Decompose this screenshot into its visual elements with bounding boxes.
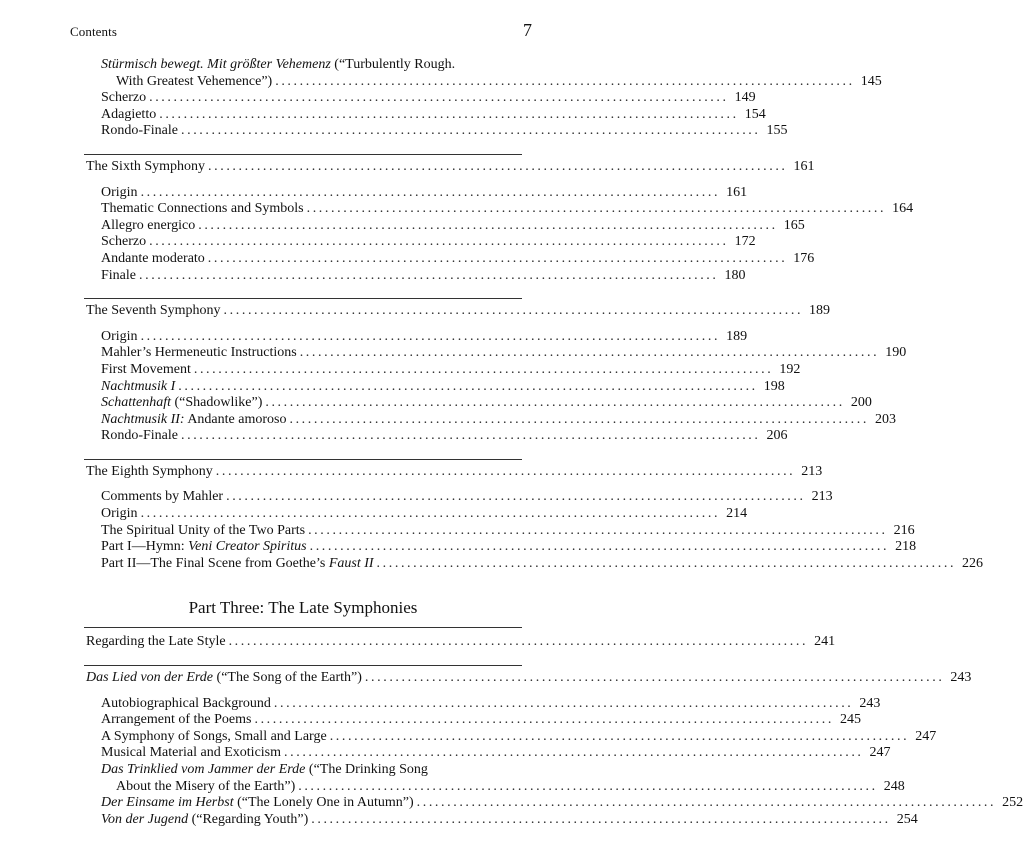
dot-leader: ............................................................................................... (140, 328, 721, 344)
fifth-symphony-tail (86, 57, 882, 140)
toc-entry-page: 172 (734, 234, 756, 250)
dot-leader: ............................................................................................... (226, 489, 806, 505)
toc-entry-page: 247 (915, 728, 937, 744)
dot-leader: ............................................................................................... (376, 555, 957, 571)
toc-chapter-sixth (86, 158, 815, 176)
toc-entry-page: 155 (766, 123, 788, 139)
toc-entry-page: 190 (885, 345, 907, 361)
toc-entry (86, 250, 815, 268)
chapter-page: 243 (950, 670, 972, 686)
toc-entry-title-italic: Veni Creator Spiritus (188, 539, 307, 555)
toc-entry (86, 201, 914, 218)
toc-entry-title: Autobiographical Background (101, 695, 271, 711)
toc-entry-title: Thematic Connections and Symbols (101, 201, 304, 217)
toc-entry-title: Finale (101, 267, 136, 283)
toc-entry-title-italic: Faust II (328, 555, 374, 571)
running-head: Contents (70, 24, 118, 39)
toc-entry-page: 226 (962, 555, 984, 571)
toc-entry (86, 217, 805, 235)
toc-entry-title: (“Turbulently Rough. (330, 57, 456, 72)
toc-entry-page: 203 (874, 411, 896, 427)
chapter-title: The Sixth Symphony (86, 158, 206, 174)
part-title: Part Three: The Late Symphonies (188, 598, 418, 618)
table-of-contents (86, 57, 1023, 828)
toc-entry-page: 218 (895, 539, 917, 555)
chapter-page: 241 (814, 634, 836, 650)
toc-entry-page: 247 (869, 745, 891, 761)
toc-entry-title-italic: Der Einsame im Herbst (101, 795, 234, 811)
toc-entry-page: 192 (779, 361, 801, 377)
toc-entry-title-italic: Von der Jugend (101, 811, 189, 827)
dot-leader: ............................................................................................... (275, 73, 855, 89)
toc-entry (86, 539, 917, 556)
toc-entry-title-italic: Schattenhaft (101, 395, 171, 411)
page-header (70, 20, 532, 44)
toc-entry-title: Origin (101, 328, 138, 344)
dot-leader: ............................................................................................... (329, 728, 910, 744)
toc-chapter-seventh (86, 303, 831, 320)
toc-entry-title: Scherzo (101, 90, 147, 106)
toc-entry-title-italic: Nachtmusik I (101, 378, 176, 394)
toc-entry (86, 361, 801, 379)
toc-entry (86, 428, 788, 445)
toc-entry (86, 555, 984, 573)
toc-entry (86, 411, 896, 429)
toc-entry-title: Mahler’s Hermeneutic Instructions (101, 345, 297, 361)
dot-leader: ............................................................................................... (298, 778, 878, 794)
toc-entry (86, 106, 766, 124)
toc-entry-page: 161 (726, 184, 748, 200)
toc-entry-title: (“The Lonely One in Autumn”) (233, 795, 414, 811)
toc-entry (86, 123, 788, 140)
toc-entry-title: Musical Material and Exoticism (101, 745, 282, 761)
toc-entry (86, 506, 748, 523)
toc-entry-title: Rondo-Finale (101, 123, 178, 139)
toc-entry-page: 245 (839, 712, 861, 728)
toc-entry-title: (“Regarding Youth”) (188, 811, 309, 827)
dot-leader: ............................................................................................... (139, 267, 719, 283)
toc-entry-page: 145 (860, 73, 882, 89)
chapter-title: The Eighth Symphony (86, 463, 213, 479)
dot-leader: ............................................................................................... (159, 106, 739, 122)
toc-entry-title: Andante moderato (101, 250, 205, 266)
dot-leader: ............................................................................................... (140, 184, 721, 200)
toc-entry-page: 216 (893, 522, 915, 538)
dot-leader: ............................................................................................... (284, 745, 864, 761)
toc-entry-page: 206 (766, 428, 788, 444)
toc-entry-title: Origin (101, 184, 138, 200)
dot-leader: ............................................................................................... (254, 712, 834, 728)
toc-entry-title: Part I—Hymn: (101, 539, 189, 555)
toc-entry-page: 213 (811, 489, 833, 505)
toc-entry-page: 200 (850, 395, 872, 411)
chapter-title: Regarding the Late Style (86, 634, 226, 650)
toc-entry-title: A Symphony of Songs, Small and Large (101, 728, 327, 744)
toc-entry-title: Part II—The Final Scene from Goethe’s (101, 555, 329, 571)
toc-entry (86, 267, 746, 285)
chapter-page: 189 (809, 303, 831, 319)
toc-entry-page: 164 (892, 201, 914, 217)
dot-leader: ............................................................................................... (193, 361, 774, 377)
toc-entry-title: Adagietto (101, 106, 157, 122)
dot-leader: ............................................................................................... (178, 378, 758, 394)
toc-entry-title: The Spiritual Unity of the Two Parts (101, 522, 306, 538)
toc-entry (86, 345, 907, 362)
eighth-symphony-section (86, 463, 984, 573)
toc-entry-title: Andante amoroso (184, 411, 287, 427)
toc-entry-page: 248 (883, 778, 905, 794)
toc-entry (86, 745, 891, 762)
dot-leader: ............................................................................................... (289, 411, 869, 427)
toc-entry-page: 214 (726, 506, 748, 522)
toc-entry (86, 234, 756, 251)
toc-entry (86, 489, 833, 506)
toc-entry-title: Comments by Mahler (101, 489, 224, 505)
toc-entry-sturmisch-line2 (86, 73, 882, 91)
toc-entry-title: Rondo-Finale (101, 428, 178, 444)
toc-entry-page: 254 (896, 811, 918, 827)
dot-leader: ............................................................................................... (207, 250, 788, 266)
seventh-symphony-section (86, 303, 907, 445)
toc-entry-sturmisch-line1 (86, 57, 520, 74)
dot-leader: ............................................................................................... (215, 463, 796, 479)
toc-entry-title: (“The Drinking Song (305, 762, 428, 777)
lied-section (86, 670, 1023, 828)
toc-entry-page: 165 (783, 217, 805, 233)
toc-entry-page: 243 (859, 695, 881, 711)
dot-leader: ............................................................................................... (273, 695, 854, 711)
toc-entry-title: Arrangement of the Poems (101, 712, 252, 728)
dot-leader: ............................................................................................... (364, 670, 945, 686)
toc-entry (86, 522, 915, 540)
chapter-title: The Seventh Symphony (86, 303, 221, 319)
toc-entry-page: 189 (726, 328, 748, 344)
toc-entry-title: Allegro energico (101, 217, 196, 233)
dot-leader: ............................................................................................... (223, 303, 804, 319)
chapter-title: (“The Song of the Earth”) (213, 670, 362, 686)
dot-leader: ............................................................................................... (198, 217, 778, 233)
toc-entry-page: 180 (724, 267, 746, 283)
toc-chapter-lied (86, 670, 972, 687)
dot-leader: ............................................................................................... (228, 634, 809, 650)
dot-leader: ............................................................................................... (181, 123, 761, 139)
toc-entry (86, 695, 881, 713)
toc-entry (86, 712, 861, 729)
toc-entry-page: 149 (734, 90, 756, 106)
dot-leader: ............................................................................................... (140, 506, 721, 522)
dot-leader: ............................................................................................... (208, 158, 788, 174)
toc-entry (86, 184, 748, 202)
toc-chapter-eighth (86, 463, 823, 481)
toc-entry (86, 395, 872, 412)
chapter-page: 161 (793, 158, 815, 174)
toc-entry-page: 252 (1002, 795, 1023, 811)
toc-entry-title: (“Shadowlike”) (171, 395, 263, 411)
chapter-page: 213 (801, 463, 823, 479)
dot-leader: ............................................................................................... (416, 795, 997, 811)
toc-entry-title-italic: Nachtmusik II: (101, 411, 185, 427)
toc-entry (86, 795, 1023, 812)
dot-leader: ............................................................................................... (308, 522, 888, 538)
toc-entry-title: First Movement (101, 361, 191, 377)
chapter-title-italic: Das Lied von der Erde (86, 670, 214, 686)
toc-entry-title: With Greatest Vehemence”) (116, 73, 273, 89)
toc-entry-title-italic: Stürmisch bewegt. Mit größter Vehemenz (101, 57, 331, 72)
toc-chapter-late-style (86, 634, 836, 651)
page-number: 7 (523, 20, 532, 40)
toc-entry-page: 198 (763, 378, 785, 394)
toc-entry-title: Scherzo (101, 234, 147, 250)
dot-leader: ............................................................................................... (149, 234, 729, 250)
toc-entry-page: 176 (793, 250, 815, 266)
dot-leader: ............................................................................................... (311, 811, 891, 827)
dot-leader: ............................................................................................... (149, 90, 729, 106)
dot-leader: ............................................................................................... (306, 201, 887, 217)
toc-entry-page: 154 (744, 106, 766, 122)
toc-entry (86, 90, 756, 107)
toc-entry (86, 328, 748, 346)
toc-entry-title-italic: Das Trinklied vom Jammer der Erde (101, 762, 306, 777)
toc-entry-trinklied-line2 (86, 778, 905, 796)
toc-entry (86, 811, 918, 829)
dot-leader: ............................................................................................... (299, 345, 880, 361)
dot-leader: ............................................................................................... (309, 539, 890, 555)
toc-entry (86, 378, 785, 396)
sixth-symphony-section (86, 158, 914, 284)
dot-leader: ............................................................................................... (181, 428, 761, 444)
toc-entry-title: Origin (101, 506, 138, 522)
toc-entry-trinklied-line1 (86, 762, 520, 779)
toc-entry-title: About the Misery of the Earth”) (116, 778, 296, 794)
dot-leader: ............................................................................................... (265, 395, 845, 411)
toc-entry (86, 728, 937, 746)
